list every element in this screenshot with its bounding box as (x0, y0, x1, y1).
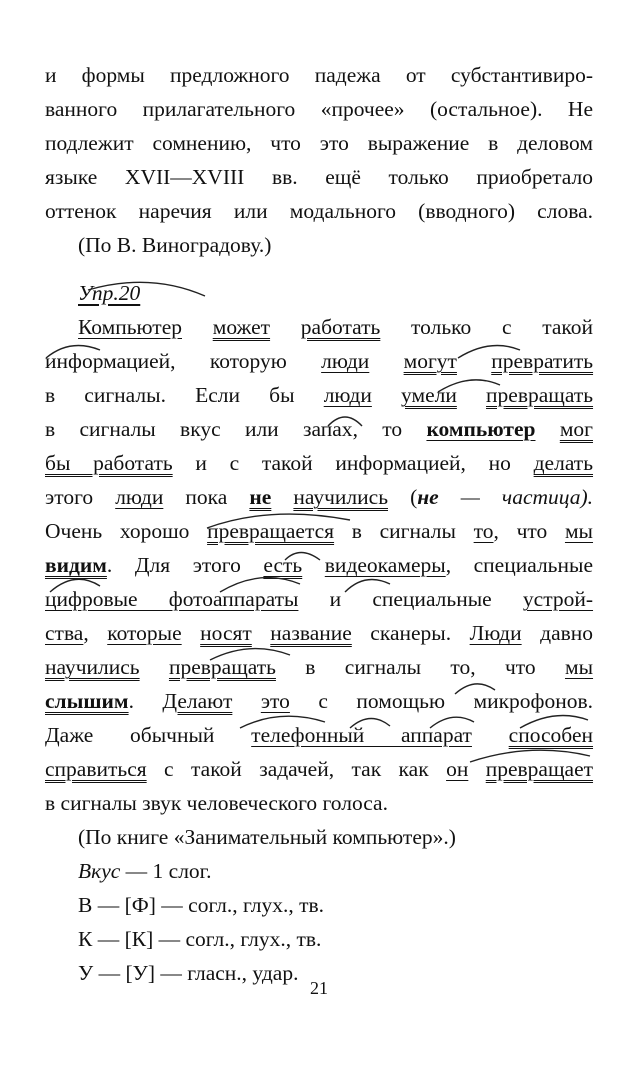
predicate-word: есть (263, 553, 303, 577)
exercise-line-9 (45, 582, 593, 616)
exercise-line-15: в сигналы звук человеческого голоса. (45, 791, 388, 815)
analysis-syllables: — 1 слог. (120, 859, 212, 883)
predicate-word: превращать (168, 655, 276, 679)
source-citation: (По В. Виноградову.) (78, 233, 272, 257)
text-line: ванного прилагательного «прочее» (остальное). Не (45, 97, 593, 121)
subject-word: то (473, 519, 494, 543)
subject-word: видеокамеры (324, 553, 446, 577)
plain-text: в сигналы вкус или (45, 417, 279, 441)
predicate-word: слышим (45, 689, 129, 713)
subject-word: компьютер (426, 417, 536, 441)
predicate-word: способен (508, 723, 594, 747)
predicate-word: видим (45, 553, 107, 577)
predicate-word: научились (45, 655, 140, 679)
plain-text: , специальные (445, 553, 593, 577)
predicate-word: название (270, 621, 352, 645)
exercise-line-4 (45, 412, 593, 446)
subject-word: люди (115, 485, 164, 509)
text-line: языке XVII—XVIII вв. ещё только приобретало (45, 165, 593, 189)
plain-text: , (83, 621, 89, 645)
plain-text: давно (540, 621, 594, 645)
particle-note: не (417, 485, 439, 509)
predicate-word: могут (403, 349, 457, 373)
subject-word: устрой- (522, 587, 594, 611)
predicate-word: превращается (207, 519, 335, 543)
exercise-line-10 (45, 616, 593, 650)
word-zapakh: запах (303, 417, 353, 441)
source-citation: (По книге «Занимательный компьютер».) (78, 825, 456, 849)
subject-word: это (260, 689, 290, 713)
textbook-page (45, 58, 593, 990)
analysis-title (45, 854, 593, 888)
predicate-word: мог (559, 417, 593, 441)
predicate-word: может (212, 315, 271, 339)
plain-text: Даже обычный (45, 723, 215, 747)
subject-word: мы (564, 519, 594, 543)
plain-text: в сигналы (351, 519, 456, 543)
exercise-line-11 (45, 650, 593, 684)
plain-text: , то (352, 417, 403, 441)
text-line: подлежит сомнению, что это выражение в деловом (45, 131, 593, 155)
exercise-line-6 (45, 480, 593, 514)
predicate-word: превратить (491, 349, 594, 373)
exercise-title-text: Упр.20 (78, 281, 141, 305)
predicate-word: носят (200, 621, 252, 645)
analysis-row: К — [К] — согл., глух., тв. (78, 927, 322, 951)
plain-text: только с такой (411, 315, 594, 339)
predicate-word: делать (533, 451, 594, 475)
predicate-word: работать (300, 315, 381, 339)
plain-text: ( (410, 485, 418, 509)
plain-text: и специальные (329, 587, 492, 611)
subject-word: цифровые фотоаппараты (45, 587, 299, 611)
exercise-line-7 (45, 514, 593, 548)
subject-word: Люди (469, 621, 522, 645)
subject-word: люди (323, 383, 372, 407)
plain-text: с помощью микрофонов. (318, 689, 593, 713)
subject-word: он (446, 757, 469, 781)
exercise-line-5 (45, 446, 593, 480)
plain-text: этого (45, 485, 94, 509)
plain-text: и с такой информацией, но (195, 451, 511, 475)
page-number: 21 (310, 978, 328, 998)
exercise-line-12 (45, 684, 593, 718)
predicate-word: бы работать (45, 451, 173, 475)
plain-text: , что (493, 519, 548, 543)
plain-text: сканеры. (370, 621, 452, 645)
exercise-title (45, 276, 593, 310)
exercise-line-2 (45, 344, 593, 378)
predicate-word: научились (293, 485, 388, 509)
predicate-word: превращает (485, 757, 594, 781)
subject-word: люди (321, 349, 370, 373)
text-line: и формы предложного падежа от субстантивиро- (45, 63, 593, 87)
subject-word: телефонный аппарат (251, 723, 472, 747)
plain-text: пока (185, 485, 228, 509)
subject-word: Компьютер (78, 315, 182, 339)
predicate-word: Делают (162, 689, 233, 713)
exercise-line-14 (45, 752, 593, 786)
plain-text: в сигналы то, что (305, 655, 536, 679)
plain-text: информацией, которую (45, 349, 287, 373)
exercise-line-13 (45, 718, 593, 752)
predicate-word: не (249, 485, 272, 509)
exercise-line-3 (45, 378, 593, 412)
plain-text: с такой задачей, так как (164, 757, 429, 781)
subject-word: которые (107, 621, 182, 645)
plain-text: в сигналы. Если бы (45, 383, 295, 407)
analysis-row: В — [Ф] — согл., глух., тв. (78, 893, 325, 917)
exercise-line-1 (45, 310, 593, 344)
exercise-line-8 (45, 548, 593, 582)
text-line: оттенок наречия или модального (вводного) слова. (45, 199, 593, 223)
subject-word: ства (45, 621, 84, 645)
plain-text: . (128, 689, 134, 713)
analysis-row: У — [У] — гласн., удар. (78, 961, 299, 985)
particle-note: — частица). (438, 485, 594, 509)
plain-text: Очень хорошо (45, 519, 190, 543)
subject-word: мы (564, 655, 594, 679)
predicate-word: справиться (45, 757, 147, 781)
predicate-word: умели (401, 383, 457, 407)
plain-text: . Для этого (106, 553, 241, 577)
analysis-word: Вкус (78, 859, 121, 883)
predicate-word: превращать (486, 383, 594, 407)
